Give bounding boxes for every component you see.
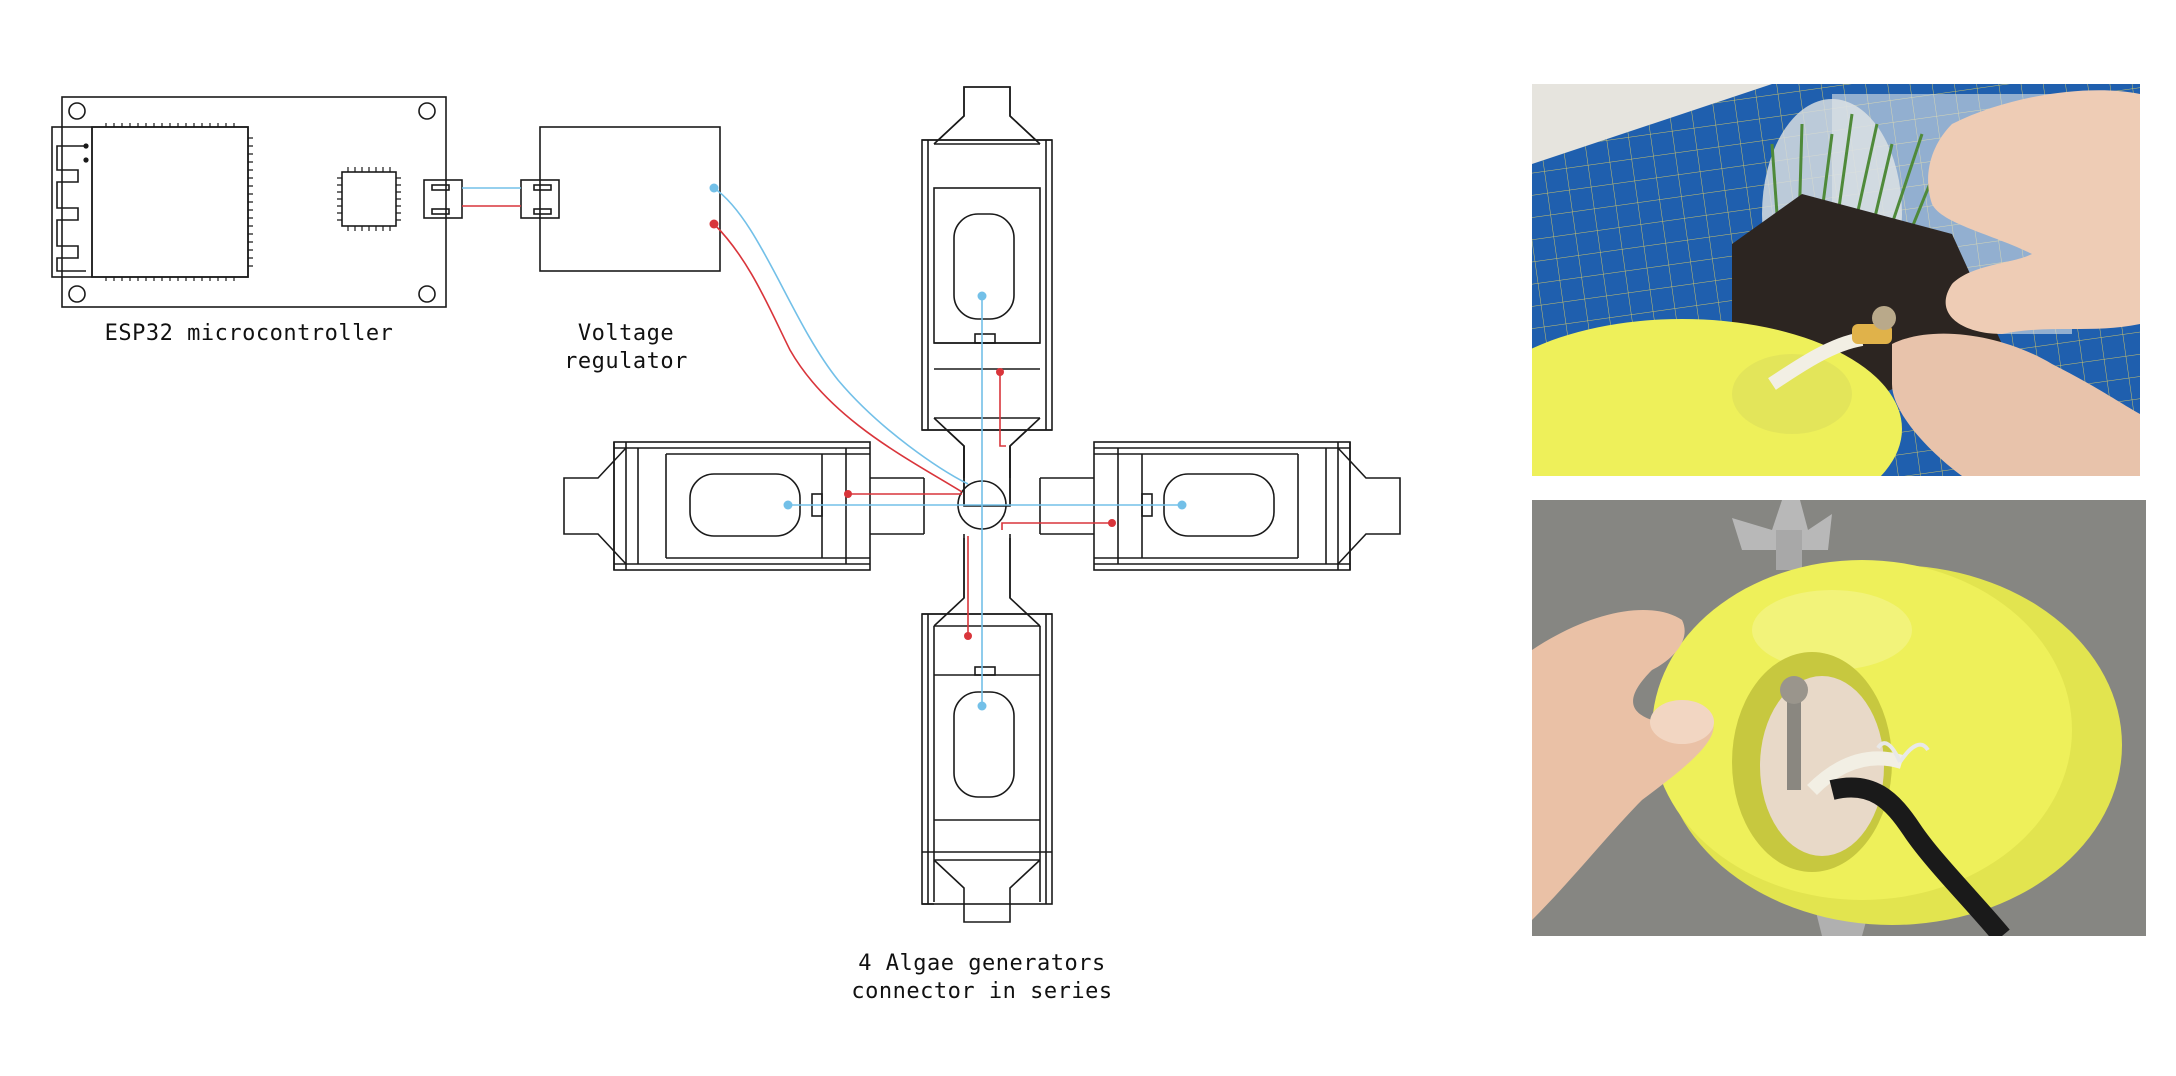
board-regulator-wires <box>462 188 521 206</box>
esp32-board <box>52 97 462 307</box>
generator-bottom <box>922 538 1052 922</box>
generator-top <box>922 87 1052 506</box>
photo-yellow-cap-illustration <box>1532 500 2146 936</box>
generators-label <box>832 950 1132 1006</box>
voltage-regulator <box>521 127 720 271</box>
generator-left <box>564 442 924 570</box>
photo-assembly-hands <box>1532 84 2140 476</box>
generators-label-line2: connector in series <box>851 979 1113 1004</box>
generators-label-line1: 4 Algae generators <box>858 951 1106 976</box>
esp32-label-text: ESP32 microcontroller <box>104 321 394 346</box>
photo-assembly-illustration <box>1532 84 2140 476</box>
regulator-label <box>540 320 712 376</box>
esp32-label <box>82 320 416 348</box>
regulator-label-line1: Voltage <box>577 321 675 346</box>
generator-right <box>1040 442 1400 570</box>
regulator-label-line2: regulator <box>564 349 688 374</box>
photo-yellow-cap <box>1532 500 2146 936</box>
